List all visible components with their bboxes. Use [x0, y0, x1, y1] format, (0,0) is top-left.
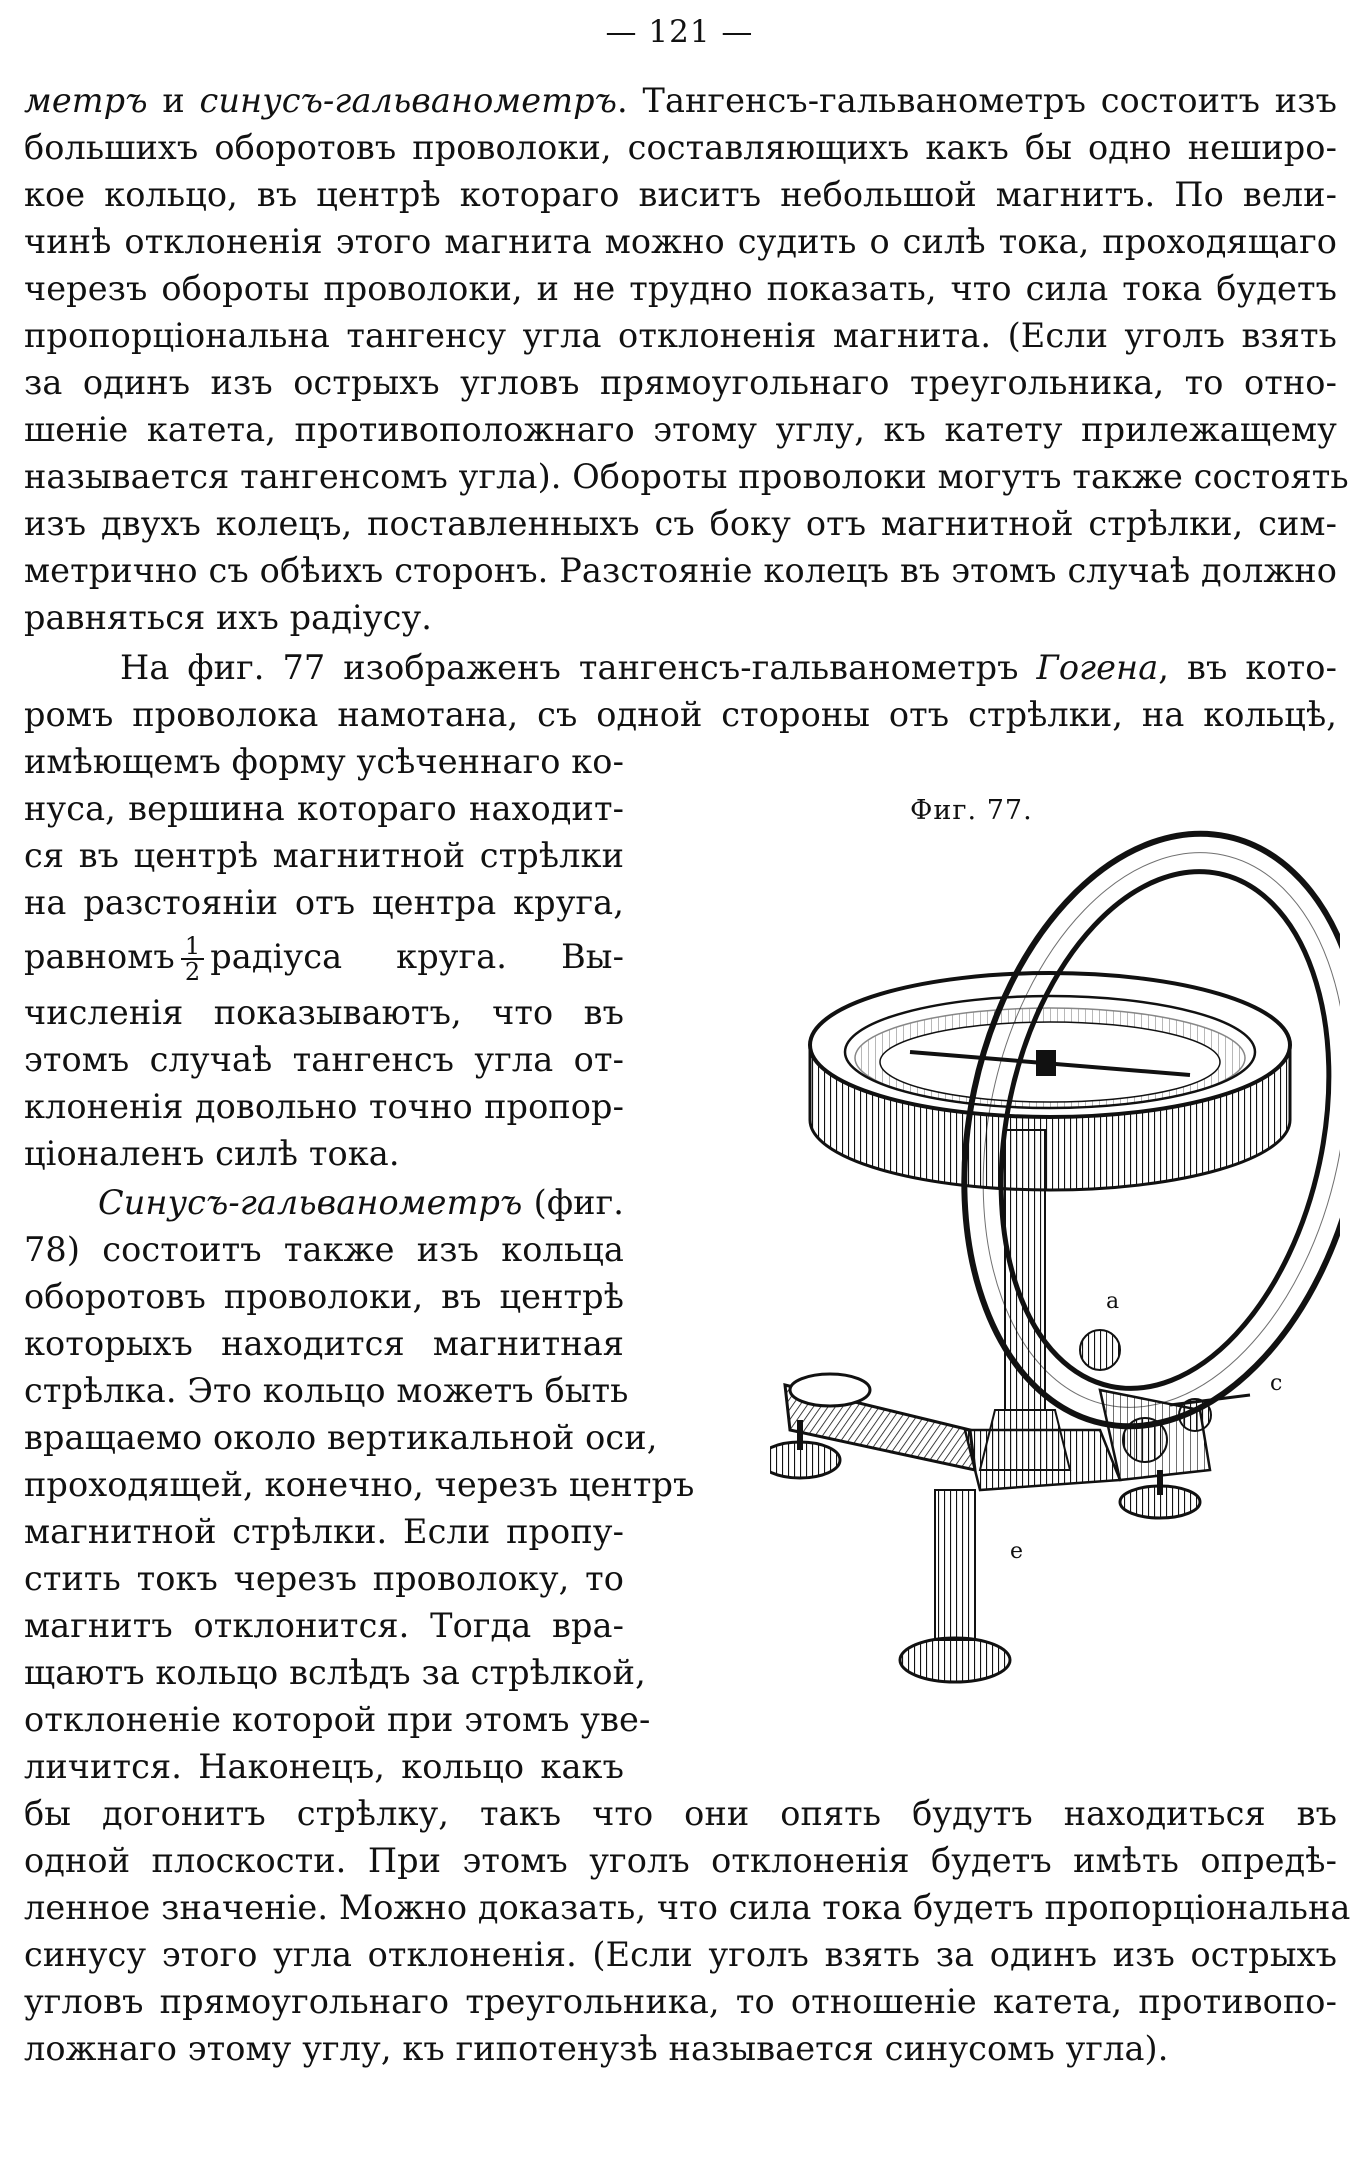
para1-line-11: метрично съ обѣихъ сторонъ. Разстояніе колецъ въ этомъ случаѣ должно: [24, 551, 1337, 590]
para3-line-13: личится. Наконецъ, кольцо какъ: [24, 1747, 624, 1786]
para3-line-16: ленное значеніе. Можно доказать, что сила тока будетъ пропорціональна: [24, 1888, 1351, 1927]
para3-line-17: синусу этого угла отклоненія. (Если уголъ взять за одинъ изъ острыхъ: [24, 1935, 1337, 1974]
needle-pivot: [1036, 1050, 1056, 1076]
para2-line-5: ся въ центрѣ магнитной стрѣлки: [24, 836, 624, 875]
para1-line-6: пропорціональна тангенсу угла отклоненія магнита. (Если уголъ взять: [24, 316, 1337, 355]
compass-box: [810, 973, 1290, 1190]
para3-line-19: ложнаго этому углу, къ гипотенузѣ называется синусомъ угла).: [24, 2029, 1169, 2068]
fraction-one-half: [181, 934, 204, 984]
para3-line-15: одной плоскости. При этомъ уголъ отклоненія будетъ имѣть опредѣ-: [24, 1841, 1337, 1880]
label-c: c: [1270, 1371, 1283, 1396]
para2-line-2: ромъ проволока намотана, съ одной стороны отъ стрѣлки, на кольцѣ,: [24, 695, 1337, 734]
para3-line-5: стрѣлка. Это кольцо можетъ быть: [24, 1371, 629, 1410]
para3-line-12: отклоненіе которой при этомъ уве-: [24, 1700, 651, 1739]
para2-line-4: нуса, вершина котораго находит-: [24, 789, 624, 828]
text-run: , въ кото-: [1158, 648, 1337, 687]
para3-line-2: 78) состоитъ также изъ кольца: [24, 1230, 624, 1269]
para2-line-8: численія показываютъ, что въ: [24, 993, 624, 1032]
para3-line-1: [98, 1180, 624, 1226]
para2-line-3: имѣющемъ форму усѣченнаго ко-: [24, 742, 624, 781]
para2-line-9: этомъ случаѣ тангенсъ угла от-: [24, 1040, 624, 1079]
label-a: a: [1106, 1289, 1120, 1314]
para1-line-7: за одинъ изъ острыхъ угловъ прямоугольнаго треугольника, то отно-: [24, 363, 1337, 402]
text-run: На фиг. 77 изображенъ тангенсъ-гальванометръ: [120, 648, 1037, 687]
fraction-denominator: 2: [184, 958, 201, 986]
italic-term: метръ: [24, 81, 148, 120]
para3-line-3: оборотовъ проволоки, въ центрѣ: [24, 1277, 624, 1316]
text-run: радіуса круга. Вы-: [210, 937, 624, 976]
para2-line-10: клоненія довольно точно пропор-: [24, 1087, 624, 1126]
para1-line-2: большихъ оборотовъ проволоки, составляющихъ какъ бы одно неширо-: [24, 128, 1337, 167]
label-e: e: [1010, 1539, 1024, 1564]
para3-line-9: стить токъ черезъ проволоку, то: [24, 1559, 624, 1598]
para2-line-1: [120, 645, 1337, 691]
para3-line-14: бы догонитъ стрѣлку, такъ что они опять будутъ находиться въ: [24, 1794, 1337, 1833]
para3-line-18: угловъ прямоугольнаго треугольника, то отношеніе катета, противопо-: [24, 1982, 1337, 2021]
page-number: — 121 —: [605, 14, 754, 50]
para3-line-8: магнитной стрѣлки. Если пропу-: [24, 1512, 624, 1551]
para1-line-5: черезъ обороты проволоки, и не трудно показать, что сила тока будетъ: [24, 269, 1337, 308]
text-run: (фиг.: [522, 1183, 624, 1222]
para1-line-1: [24, 78, 1337, 124]
adjust-screw: [1080, 1330, 1120, 1370]
text-run: равномъ: [24, 937, 175, 976]
para1-line-9: называется тангенсомъ угла). Обороты проволоки могутъ также состоять: [24, 457, 1349, 496]
para1-line-4: чинѣ отклоненія этого магнита можно судить о силѣ тока, проходящаго: [24, 222, 1337, 261]
galvanometer-illustration: [770, 830, 1340, 1790]
para2-line-6: на разстояніи отъ центра круга,: [24, 883, 624, 922]
para3-line-11: щаютъ кольцо вслѣдъ за стрѣлкой,: [24, 1653, 646, 1692]
para3-line-10: магнитъ отклонится. Тогда вра-: [24, 1606, 624, 1645]
para3-line-4: которыхъ находится магнитная: [24, 1324, 624, 1363]
italic-name: Гогена: [1036, 648, 1159, 687]
italic-term: Синусъ-гальванометръ: [98, 1183, 523, 1222]
para3-line-7: проходящей, конечно, черезъ центръ: [24, 1465, 695, 1504]
italic-term: синусъ-гальванометръ: [199, 81, 618, 120]
para1-line-3: кое кольцо, въ центрѣ котораго виситъ небольшой магнитъ. По вели-: [24, 175, 1337, 214]
fraction-numerator: 1: [181, 934, 204, 960]
text-run: . Тангенсъ-гальванометръ состоитъ изъ: [617, 81, 1337, 120]
para3-line-6: вращаемо около вертикальной оси,: [24, 1418, 658, 1457]
para1-line-10: изъ двухъ колецъ, поставленныхъ съ боку отъ магнитной стрѣлки, сим-: [24, 504, 1337, 543]
figure-caption: Фиг. 77.: [910, 795, 1033, 826]
para1-line-12: равняться ихъ радіусу.: [24, 598, 433, 637]
text-run: и: [147, 81, 200, 120]
para1-line-8: шеніе катета, противоположнаго этому углу, къ катету прилежащему: [24, 410, 1337, 449]
para2-line-11: ціоналенъ силѣ тока.: [24, 1134, 400, 1173]
para2-line-7: [24, 934, 624, 984]
